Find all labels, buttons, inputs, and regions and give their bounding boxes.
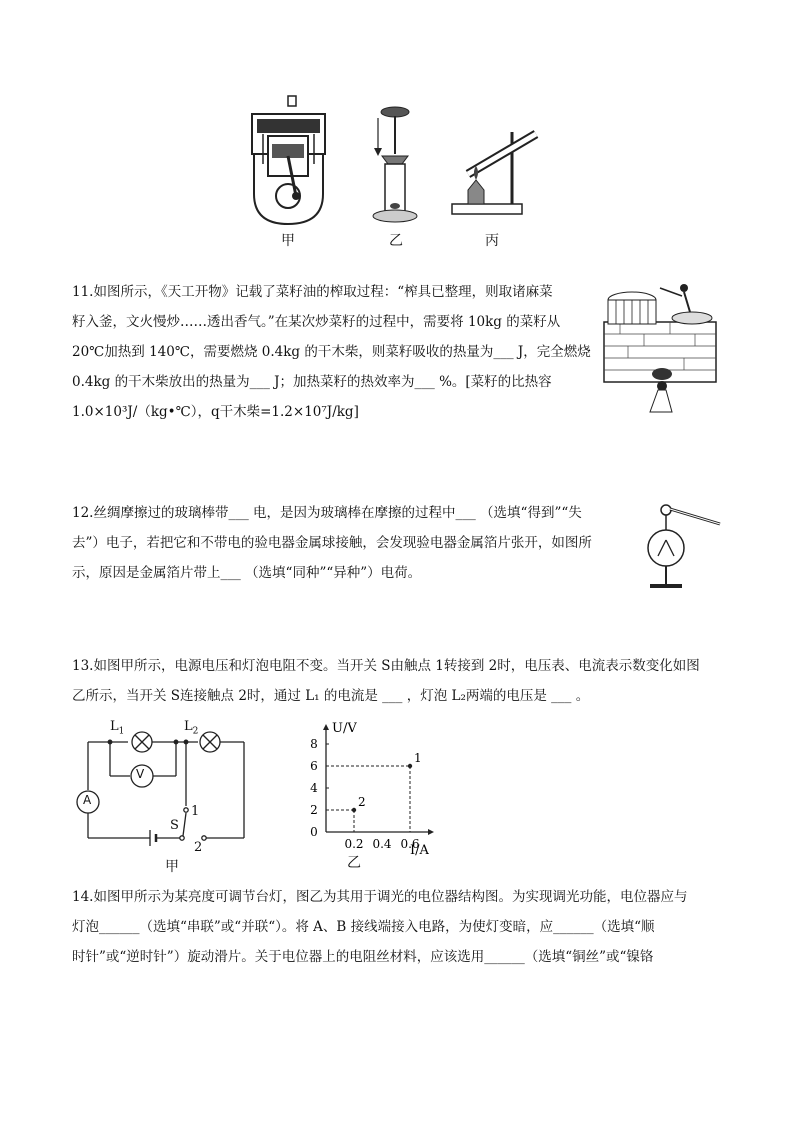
data-point-label: 1 <box>414 751 422 765</box>
question-11 <box>72 277 597 427</box>
contact-2-label: 2 <box>194 840 203 855</box>
question-14-line: 时针”或“逆时针”）旋动滑片。关于电位器上的电阻丝材料，应该选用______（选填“铜丝”或“镍铬 <box>72 949 654 965</box>
question-13-line: 13.如图甲所示，电源电压和灯泡电阻不变。当开关 S由触点 1转接到 2时，电压表、电流表示数变化如图 <box>72 658 700 674</box>
x-tick-label: 0.4 <box>372 837 392 851</box>
circuit-caption: 甲 <box>165 859 179 875</box>
lamp-l2-label: $L_2$ <box>184 719 199 737</box>
question-11-line: 0.4kg 的干木柴放出的热量为___ J；加热菜籽的热效率为___ %。[菜籽的比热容 <box>72 374 552 390</box>
x-tick-label: 0.6 <box>400 837 420 851</box>
y-tick-label: 4 <box>310 781 318 795</box>
data-point <box>408 764 412 768</box>
question-11-line: 籽入釜，文火慢炒……透出香气。”在某次炒菜籽的过程中，需要将 10kg 的菜籽从 <box>72 314 561 330</box>
x-axis-label: I/A <box>410 843 429 858</box>
x-tick-label: 0.2 <box>344 837 364 851</box>
fire-syringe-figure <box>368 104 423 226</box>
u-i-graph <box>276 718 446 868</box>
question-11-line: 20℃加热到 140℃，需要燃烧 0.4kg 的干木柴，则菜籽吸收的热量为___ J，完全燃烧 <box>72 344 591 360</box>
test-tube-heating-figure <box>446 124 542 220</box>
electroscope-illustration <box>636 500 724 596</box>
engine-figure <box>246 94 331 229</box>
graph-caption: 乙 <box>347 855 361 871</box>
data-point <box>352 808 356 812</box>
figure-caption-bing: 丙 <box>485 233 499 249</box>
question-11-line: 1.0×10³J/（kg•℃），q干木柴=1.2×10⁷J/kg] <box>72 404 359 420</box>
y-tick-label: 0 <box>310 825 318 839</box>
question-11-line: 11.如图所示，《天工开物》记载了菜籽油的榨取过程：“榨具已整理，则取诸麻菜 <box>72 284 553 300</box>
figure-caption-yi: 乙 <box>389 233 403 249</box>
y-tick-label: 6 <box>310 759 318 773</box>
question-12-line: 示，原因是金属箔片带上___ （选填“同种”“异种”）电荷。 <box>72 565 422 581</box>
voltmeter-symbol: V <box>136 767 145 781</box>
data-point-label: 2 <box>358 795 366 809</box>
circuit-diagram <box>70 718 260 868</box>
lamp-l1-label: $L_1$ <box>110 719 125 737</box>
contact-1-label: 1 <box>191 804 200 819</box>
ammeter-symbol: A <box>83 793 92 807</box>
question-12-line: 去”）电子，若把它和不带电的验电器金属球接触，会发现验电器金属箔片张开，如图所 <box>72 535 592 551</box>
question-14-line: 14.如图甲所示为某亮度可调节台灯，图乙为其用于调光的电位器结构图。为实现调光功能，电位器应与 <box>72 889 688 905</box>
question-13-line: 乙所示，当开关 S连接触点 2时，通过 L₁ 的电流是 ___ ，灯泡 L₂两端的电压是 ___ 。 <box>72 688 590 704</box>
x-axis-arrow <box>428 829 434 835</box>
y-tick-label: 2 <box>310 803 318 817</box>
question-12 <box>72 498 632 588</box>
oil-press-illustration <box>600 282 722 417</box>
question-14 <box>72 882 732 972</box>
question-14-line: 灯泡______（选填“串联”或“并联“）。将 A、B 接线端接入电路，为使灯变暗，应______（选填“顺 <box>72 919 655 935</box>
figure-caption-jia: 甲 <box>281 233 295 249</box>
switch-label: S <box>170 818 179 833</box>
y-tick-label: 8 <box>310 737 318 751</box>
y-axis-label: U/V <box>332 721 357 736</box>
y-axis-arrow <box>323 724 329 730</box>
question-12-line: 12.丝绸摩擦过的玻璃棒带___ 电，是因为玻璃棒在摩擦的过程中___ （选填“得到”“失 <box>72 505 582 521</box>
question-13 <box>72 651 732 711</box>
